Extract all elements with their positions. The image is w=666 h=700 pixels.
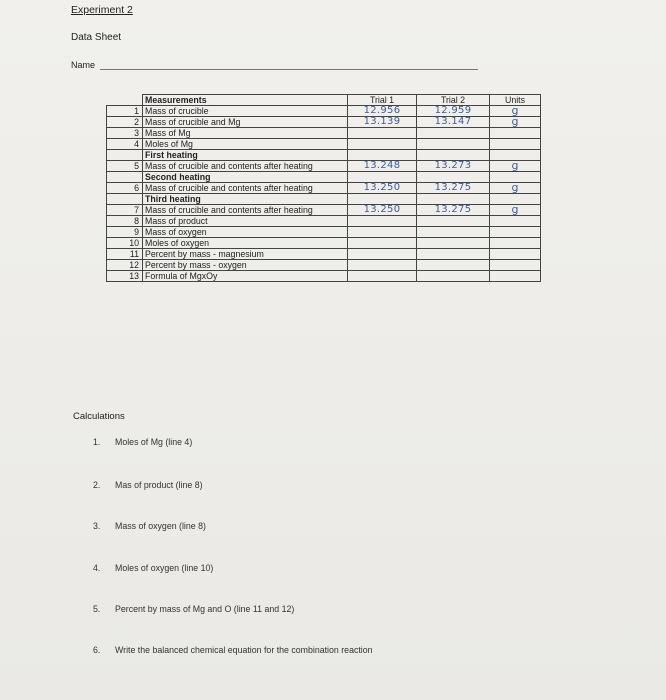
calculation-text: Mass of oxygen (line 8): [115, 521, 206, 531]
calculation-number: 2.: [93, 480, 101, 490]
trial-2-value[interactable]: [417, 260, 490, 271]
row-label: Percent by mass - magnesium: [143, 249, 348, 260]
trial-1-value[interactable]: 13.139: [348, 117, 417, 128]
row-num: 3: [107, 128, 143, 139]
calculation-text: Moles of oxygen (line 10): [115, 563, 214, 573]
trial-1-value[interactable]: [348, 128, 417, 139]
table-row: [107, 260, 541, 271]
trial-2-value[interactable]: [417, 227, 490, 238]
calculation-number: 4.: [93, 563, 101, 573]
row-label: Mass of crucible and contents after heating: [143, 161, 348, 172]
trial-1-value[interactable]: [348, 139, 417, 150]
experiment-title: Experiment 2: [71, 4, 133, 16]
row-label: Moles of oxygen: [143, 238, 348, 249]
calculation-item: [93, 604, 294, 614]
units-value[interactable]: g: [490, 161, 541, 172]
trial-1-value[interactable]: [348, 216, 417, 227]
row-num: [107, 150, 143, 161]
row-num: 11: [107, 249, 143, 260]
row-label: Mass of crucible and Mg: [143, 117, 348, 128]
row-num: 10: [107, 238, 143, 249]
table-row: [107, 139, 541, 150]
calculation-number: 6.: [93, 645, 101, 655]
calculation-number: 3.: [93, 521, 101, 531]
row-num: 9: [107, 227, 143, 238]
table-row: [107, 128, 541, 139]
units-value[interactable]: [490, 128, 541, 139]
trial-2-value[interactable]: 13.275: [417, 205, 490, 216]
name-label: Name: [71, 60, 96, 70]
trial-1-value[interactable]: 13.250: [348, 205, 417, 216]
row-num: 12: [107, 260, 143, 271]
trial-1-cell[interactable]: [348, 150, 417, 161]
calculation-number: 1.: [93, 437, 101, 447]
table-row: [107, 227, 541, 238]
row-label: Moles of Mg: [143, 139, 348, 150]
trial-1-value[interactable]: [348, 227, 417, 238]
row-num: 2: [107, 117, 143, 128]
row-num: 1: [107, 106, 143, 117]
trial-1-value[interactable]: 12.956: [348, 106, 417, 117]
row-label: Mass of product: [143, 216, 348, 227]
row-num: 6: [107, 183, 143, 194]
row-label: Mass of crucible: [143, 106, 348, 117]
calculation-item: [93, 645, 373, 655]
header-units: Units: [490, 95, 541, 106]
units-value[interactable]: g: [490, 205, 541, 216]
units-value[interactable]: [490, 271, 541, 282]
trial-1-value[interactable]: [348, 271, 417, 282]
trial-2-value[interactable]: 12.959: [417, 106, 490, 117]
units-value[interactable]: [490, 238, 541, 249]
trial-2-value[interactable]: [417, 139, 490, 150]
header-trial-1: Trial 1: [348, 95, 417, 106]
row-label: Formula of MgxOy: [143, 271, 348, 282]
trial-2-cell[interactable]: [417, 194, 490, 205]
row-label: Mass of oxygen: [143, 227, 348, 238]
table-row: [107, 205, 541, 216]
name-line[interactable]: [100, 69, 478, 70]
calculation-text: Write the balanced chemical equation for the combination reaction: [115, 645, 373, 655]
row-num: 8: [107, 216, 143, 227]
row-label: Mass of crucible and contents after heating: [143, 183, 348, 194]
calculation-item: [93, 563, 213, 573]
calculation-item: [93, 437, 192, 447]
row-num: 4: [107, 139, 143, 150]
calculation-text: Percent by mass of Mg and O (line 11 and 12): [115, 604, 295, 614]
header-measurements: Measurements: [143, 95, 348, 106]
calculation-number: 5.: [93, 604, 101, 614]
units-value[interactable]: g: [490, 183, 541, 194]
row-label: Mass of Mg: [143, 128, 348, 139]
row-num: [107, 172, 143, 183]
calculation-text: Moles of Mg (line 4): [115, 437, 193, 447]
units-value[interactable]: g: [490, 117, 541, 128]
row-label: Percent by mass - oxygen: [143, 260, 348, 271]
table-row: [107, 249, 541, 260]
units-value[interactable]: [490, 249, 541, 260]
trial-2-value[interactable]: [417, 271, 490, 282]
calculations-title: Calculations: [73, 411, 125, 422]
table-row: [107, 183, 541, 194]
table-row: [107, 216, 541, 227]
trial-2-value[interactable]: [417, 249, 490, 260]
trial-2-value[interactable]: 13.275: [417, 183, 490, 194]
trial-1-value[interactable]: 13.248: [348, 161, 417, 172]
trial-2-value[interactable]: [417, 238, 490, 249]
trial-2-value[interactable]: [417, 216, 490, 227]
table-row: [107, 271, 541, 282]
table-header-row: [107, 95, 541, 106]
trial-1-value[interactable]: 13.250: [348, 183, 417, 194]
trial-1-value[interactable]: [348, 238, 417, 249]
row-num: [107, 194, 143, 205]
sheet-title: Data Sheet: [71, 32, 122, 43]
table-section-row: [107, 194, 541, 205]
table-row: [107, 161, 541, 172]
trial-2-value[interactable]: [417, 128, 490, 139]
section-label: First heating: [143, 150, 348, 161]
row-label: Mass of crucible and contents after heating: [143, 205, 348, 216]
trial-1-cell[interactable]: [348, 194, 417, 205]
section-label: Second heating: [143, 172, 348, 183]
trial-2-value[interactable]: 13.273: [417, 161, 490, 172]
trial-2-cell[interactable]: [417, 172, 490, 183]
header-trial-2: Trial 2: [417, 95, 490, 106]
units-value[interactable]: [490, 139, 541, 150]
units-value[interactable]: [490, 216, 541, 227]
calculation-item: [93, 521, 206, 531]
units-value[interactable]: [490, 227, 541, 238]
section-label: Third heating: [143, 194, 348, 205]
calculation-item: [93, 480, 203, 490]
table-row: [107, 117, 541, 128]
units-value[interactable]: [490, 260, 541, 271]
table-section-row: [107, 172, 541, 183]
units-value[interactable]: g: [490, 106, 541, 117]
row-num: 7: [107, 205, 143, 216]
table-row: [107, 238, 541, 249]
trial-1-value[interactable]: [348, 260, 417, 271]
table-row: [107, 106, 541, 117]
data-table: [106, 94, 541, 282]
table-body: [107, 106, 541, 282]
row-num: 13: [107, 271, 143, 282]
trial-1-cell[interactable]: [348, 172, 417, 183]
table-section-row: [107, 150, 541, 161]
row-num: 5: [107, 161, 143, 172]
calculation-text: Mas of product (line 8): [115, 480, 203, 490]
trial-2-value[interactable]: 13.147: [417, 117, 490, 128]
header-num-cell: [107, 95, 143, 106]
trial-1-value[interactable]: [348, 249, 417, 260]
trial-2-cell[interactable]: [417, 150, 490, 161]
